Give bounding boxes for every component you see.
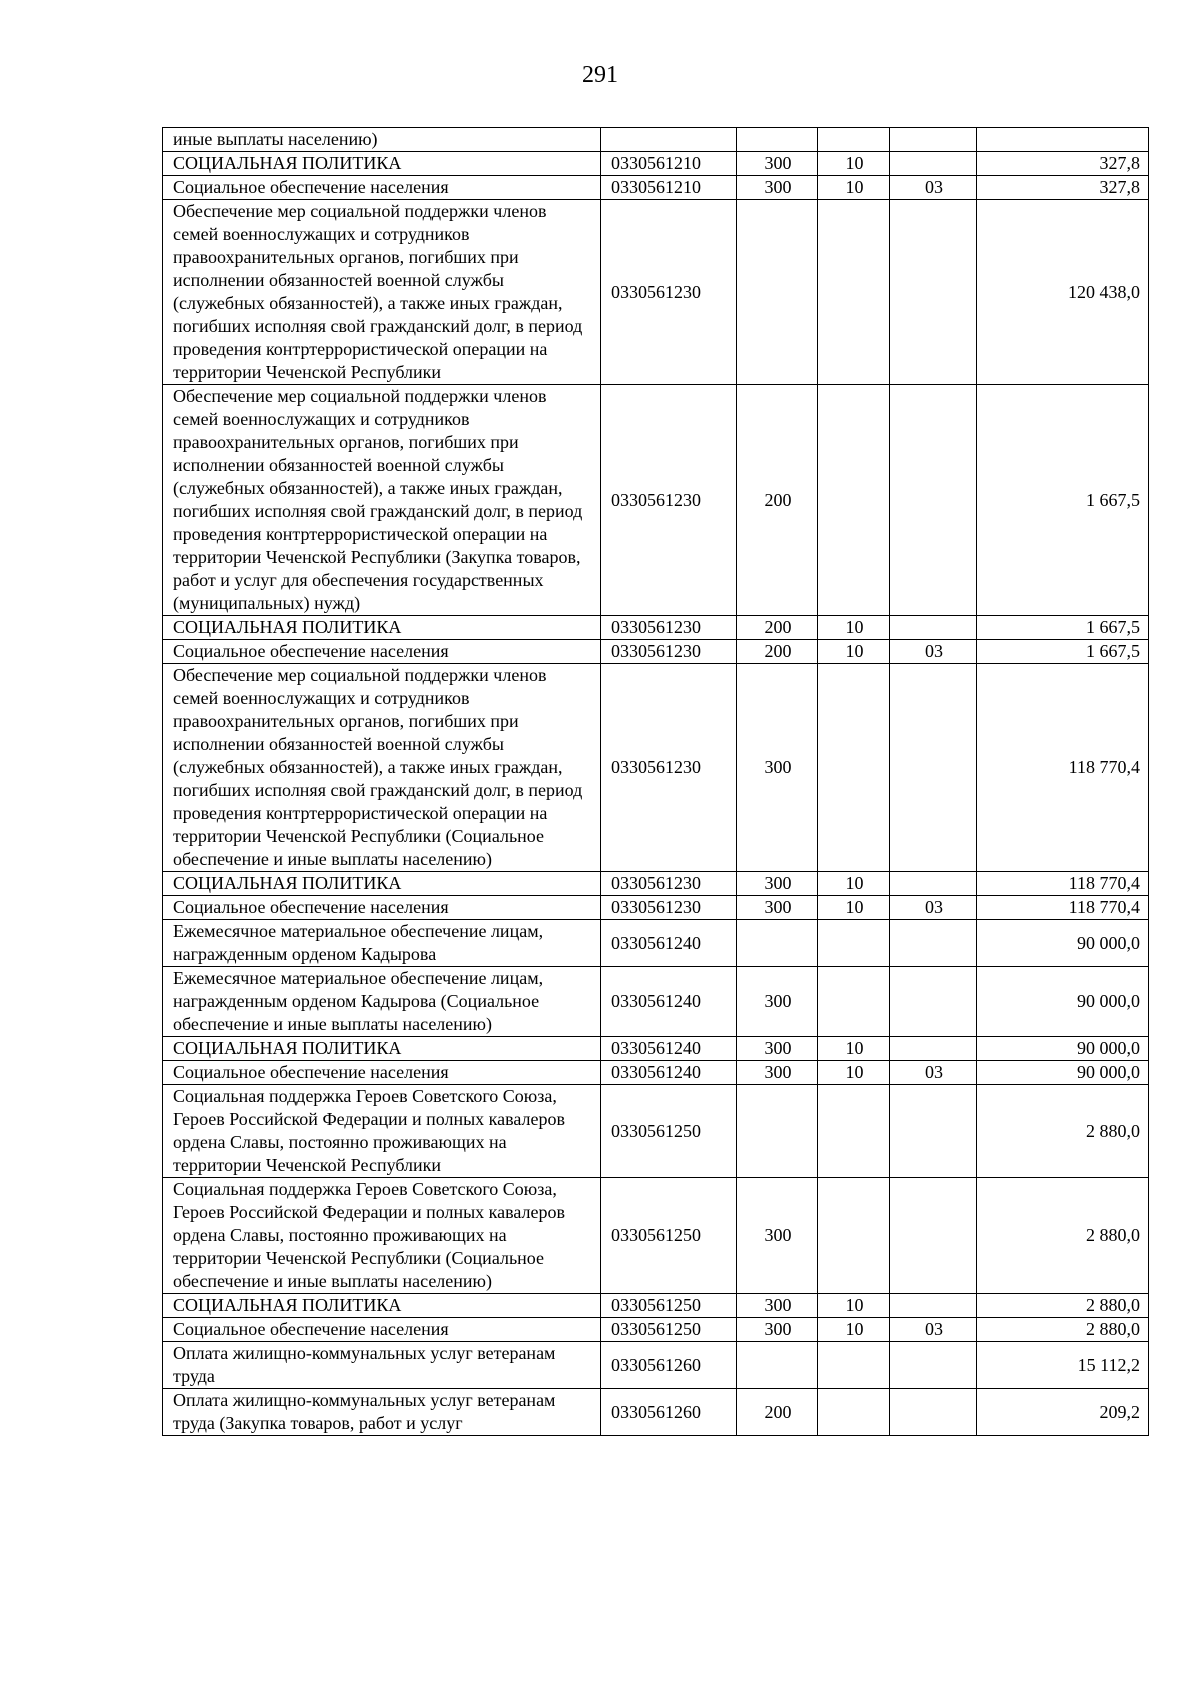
- target-code-cell: 0330561230: [601, 640, 737, 664]
- subsection-cell: [890, 920, 977, 967]
- subsection-cell: 03: [890, 1318, 977, 1342]
- target-code-cell: [601, 128, 737, 152]
- section-cell: [818, 1085, 890, 1178]
- subsection-cell: [890, 616, 977, 640]
- amount-cell: 2 880,0: [977, 1178, 1149, 1294]
- amount-cell: 120 438,0: [977, 200, 1149, 385]
- subsection-cell: [890, 128, 977, 152]
- expense-type-cell: 300: [737, 872, 818, 896]
- amount-cell: 118 770,4: [977, 664, 1149, 872]
- table-row: [163, 1037, 1149, 1061]
- table-row: [163, 1178, 1149, 1294]
- section-cell: 10: [818, 152, 890, 176]
- expense-name-cell: СОЦИАЛЬНАЯ ПОЛИТИКА: [163, 1294, 601, 1318]
- amount-cell: 90 000,0: [977, 967, 1149, 1037]
- expense-type-cell: 300: [737, 896, 818, 920]
- target-code-cell: 0330561230: [601, 896, 737, 920]
- amount-cell: 327,8: [977, 176, 1149, 200]
- section-cell: [818, 664, 890, 872]
- section-cell: [818, 1342, 890, 1389]
- subsection-cell: 03: [890, 640, 977, 664]
- table-row: [163, 872, 1149, 896]
- amount-cell: 1 667,5: [977, 616, 1149, 640]
- budget-table-body: [163, 128, 1149, 1436]
- expense-type-cell: 300: [737, 664, 818, 872]
- section-cell: 10: [818, 640, 890, 664]
- expense-type-cell: [737, 920, 818, 967]
- amount-cell: 1 667,5: [977, 640, 1149, 664]
- amount-cell: [977, 128, 1149, 152]
- table-row: [163, 128, 1149, 152]
- expense-name-cell: Социальное обеспечение населения: [163, 1318, 601, 1342]
- subsection-cell: 03: [890, 896, 977, 920]
- subsection-cell: [890, 200, 977, 385]
- section-cell: 10: [818, 616, 890, 640]
- subsection-cell: [890, 967, 977, 1037]
- budget-table: [162, 127, 1149, 1436]
- expense-name-cell: Социальное обеспечение населения: [163, 640, 601, 664]
- subsection-cell: 03: [890, 1061, 977, 1085]
- amount-cell: 118 770,4: [977, 896, 1149, 920]
- expense-type-cell: 200: [737, 640, 818, 664]
- expense-type-cell: [737, 200, 818, 385]
- target-code-cell: 0330561250: [601, 1178, 737, 1294]
- table-row: [163, 385, 1149, 616]
- expense-type-cell: 300: [737, 152, 818, 176]
- section-cell: 10: [818, 896, 890, 920]
- subsection-cell: [890, 1178, 977, 1294]
- expense-name-cell: Социальное обеспечение населения: [163, 1061, 601, 1085]
- amount-cell: 327,8: [977, 152, 1149, 176]
- table-row: [163, 1294, 1149, 1318]
- expense-name-cell: Оплата жилищно-коммунальных услуг ветеранам труда (Закупка товаров, работ и услуг: [163, 1389, 601, 1436]
- section-cell: [818, 1178, 890, 1294]
- expense-type-cell: 300: [737, 1178, 818, 1294]
- table-row: [163, 176, 1149, 200]
- amount-cell: 209,2: [977, 1389, 1149, 1436]
- table-row: [163, 967, 1149, 1037]
- target-code-cell: 0330561230: [601, 385, 737, 616]
- table-row: [163, 1342, 1149, 1389]
- amount-cell: 2 880,0: [977, 1294, 1149, 1318]
- section-cell: 10: [818, 176, 890, 200]
- section-cell: [818, 1389, 890, 1436]
- target-code-cell: 0330561260: [601, 1342, 737, 1389]
- table-row: [163, 920, 1149, 967]
- amount-cell: 2 880,0: [977, 1318, 1149, 1342]
- section-cell: [818, 128, 890, 152]
- section-cell: 10: [818, 1037, 890, 1061]
- subsection-cell: 03: [890, 176, 977, 200]
- expense-type-cell: 200: [737, 385, 818, 616]
- subsection-cell: [890, 1342, 977, 1389]
- table-row: [163, 896, 1149, 920]
- amount-cell: 90 000,0: [977, 1037, 1149, 1061]
- expense-name-cell: СОЦИАЛЬНАЯ ПОЛИТИКА: [163, 872, 601, 896]
- table-row: [163, 1085, 1149, 1178]
- target-code-cell: 0330561230: [601, 616, 737, 640]
- table-row: [163, 152, 1149, 176]
- expense-name-cell: Социальная поддержка Героев Советского Союза, Героев Российской Федерации и полных кавалеров ордена Славы, постоянно проживающих на территории Чеченской Республики (Социальное обеспечение и иные выплаты населению): [163, 1178, 601, 1294]
- amount-cell: 2 880,0: [977, 1085, 1149, 1178]
- expense-name-cell: Социальное обеспечение населения: [163, 896, 601, 920]
- amount-cell: 90 000,0: [977, 920, 1149, 967]
- target-code-cell: 0330561250: [601, 1318, 737, 1342]
- expense-type-cell: 300: [737, 967, 818, 1037]
- section-cell: [818, 385, 890, 616]
- subsection-cell: [890, 1294, 977, 1318]
- expense-name-cell: СОЦИАЛЬНАЯ ПОЛИТИКА: [163, 616, 601, 640]
- expense-type-cell: 200: [737, 616, 818, 640]
- section-cell: [818, 200, 890, 385]
- target-code-cell: 0330561210: [601, 176, 737, 200]
- table-row: [163, 640, 1149, 664]
- section-cell: 10: [818, 1294, 890, 1318]
- expense-name-cell: СОЦИАЛЬНАЯ ПОЛИТИКА: [163, 1037, 601, 1061]
- target-code-cell: 0330561250: [601, 1294, 737, 1318]
- expense-type-cell: 300: [737, 1037, 818, 1061]
- subsection-cell: [890, 1037, 977, 1061]
- expense-type-cell: [737, 128, 818, 152]
- section-cell: 10: [818, 1318, 890, 1342]
- table-row: [163, 200, 1149, 385]
- amount-cell: 90 000,0: [977, 1061, 1149, 1085]
- subsection-cell: [890, 872, 977, 896]
- section-cell: 10: [818, 872, 890, 896]
- target-code-cell: 0330561240: [601, 1061, 737, 1085]
- target-code-cell: 0330561250: [601, 1085, 737, 1178]
- subsection-cell: [890, 1085, 977, 1178]
- target-code-cell: 0330561240: [601, 967, 737, 1037]
- target-code-cell: 0330561230: [601, 664, 737, 872]
- section-cell: [818, 920, 890, 967]
- subsection-cell: [890, 664, 977, 872]
- table-row: [163, 616, 1149, 640]
- expense-type-cell: 300: [737, 1294, 818, 1318]
- expense-name-cell: Обеспечение мер социальной поддержки членов семей военнослужащих и сотрудников правоохранительных органов, погибших при исполнении обязанностей военной службы (служебных обязанностей), а также иных граждан, погибших исполняя свой гражданский долг, в период проведения контртеррористической операции на территории Чеченской Республики (Социальное обеспечение и иные выплаты населению): [163, 664, 601, 872]
- target-code-cell: 0330561240: [601, 1037, 737, 1061]
- expense-name-cell: Социальное обеспечение населения: [163, 176, 601, 200]
- table-row: [163, 1389, 1149, 1436]
- table-row: [163, 664, 1149, 872]
- expense-name-cell: СОЦИАЛЬНАЯ ПОЛИТИКА: [163, 152, 601, 176]
- target-code-cell: 0330561230: [601, 872, 737, 896]
- table-row: [163, 1061, 1149, 1085]
- expense-type-cell: [737, 1342, 818, 1389]
- target-code-cell: 0330561210: [601, 152, 737, 176]
- expense-name-cell: Социальная поддержка Героев Советского Союза, Героев Российской Федерации и полных кавалеров ордена Славы, постоянно проживающих на территории Чеченской Республики: [163, 1085, 601, 1178]
- expense-type-cell: 300: [737, 176, 818, 200]
- expense-name-cell: Оплата жилищно-коммунальных услуг ветеранам труда: [163, 1342, 601, 1389]
- target-code-cell: 0330561240: [601, 920, 737, 967]
- page-number: 291: [582, 62, 618, 88]
- expense-type-cell: 200: [737, 1389, 818, 1436]
- amount-cell: 15 112,2: [977, 1342, 1149, 1389]
- expense-type-cell: 300: [737, 1318, 818, 1342]
- expense-name-cell: Обеспечение мер социальной поддержки членов семей военнослужащих и сотрудников правоохранительных органов, погибших при исполнении обязанностей военной службы (служебных обязанностей), а также иных граждан, погибших исполняя свой гражданский долг, в период проведения контртеррористической операции на территории Чеченской Республики: [163, 200, 601, 385]
- amount-cell: 1 667,5: [977, 385, 1149, 616]
- subsection-cell: [890, 152, 977, 176]
- amount-cell: 118 770,4: [977, 872, 1149, 896]
- expense-name-cell: иные выплаты населению): [163, 128, 601, 152]
- target-code-cell: 0330561260: [601, 1389, 737, 1436]
- section-cell: [818, 967, 890, 1037]
- table-row: [163, 1318, 1149, 1342]
- target-code-cell: 0330561230: [601, 200, 737, 385]
- expense-name-cell: Ежемесячное материальное обеспечение лицам, награжденным орденом Кадырова (Социальное обеспечение и иные выплаты населению): [163, 967, 601, 1037]
- expense-type-cell: [737, 1085, 818, 1178]
- subsection-cell: [890, 1389, 977, 1436]
- expense-name-cell: Обеспечение мер социальной поддержки членов семей военнослужащих и сотрудников правоохранительных органов, погибших при исполнении обязанностей военной службы (служебных обязанностей), а также иных граждан, погибших исполняя свой гражданский долг, в период проведения контртеррористической операции на территории Чеченской Республики (Закупка товаров, работ и услуг для обеспечения государственных (муниципальных) нужд): [163, 385, 601, 616]
- section-cell: 10: [818, 1061, 890, 1085]
- subsection-cell: [890, 385, 977, 616]
- expense-name-cell: Ежемесячное материальное обеспечение лицам, награжденным орденом Кадырова: [163, 920, 601, 967]
- expense-type-cell: 300: [737, 1061, 818, 1085]
